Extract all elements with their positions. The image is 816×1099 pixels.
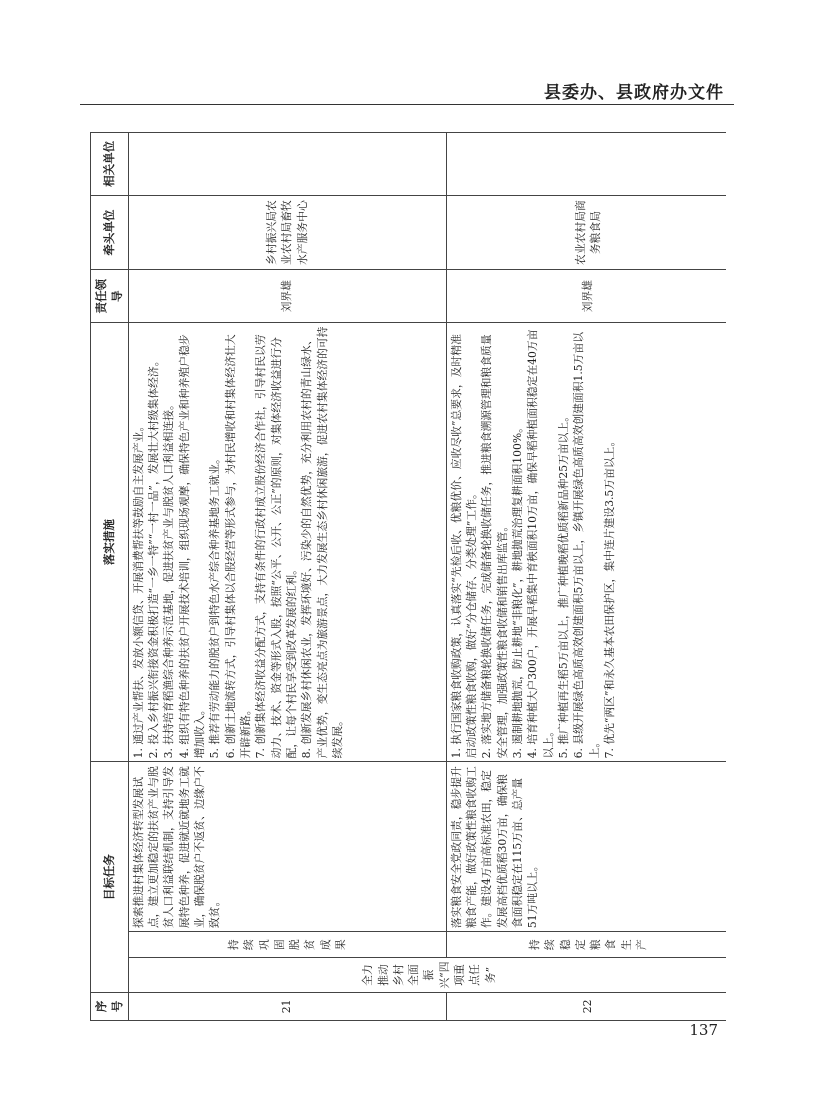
measure-item: 7. 创新集体经济收益分配方式，支持有条件的行政村成立股份经济合作社，引导村民以劳动力、技术、资金等形式入股，按照“公平、公开、公正”的原则，对集体经济收益进行分配，让每个村民享受到改革发展的红利。 xyxy=(254,334,298,759)
header-title: 县委办、县政府办文件 xyxy=(544,83,724,103)
rotated-table-container xyxy=(90,132,726,1021)
measure-item: 3. 遏制耕地抛荒，防止耕地“非粮化”，耕地抛荒治理复耕面积100%。 xyxy=(510,422,524,759)
measures-cell xyxy=(446,322,726,761)
header-lead: 责任领导 xyxy=(91,270,129,323)
subcategory-cell: 持续巩固脱贫成果 xyxy=(128,932,446,958)
task-table xyxy=(90,132,726,1021)
header-goal: 目标任务 xyxy=(91,762,129,992)
lead-cell: 刘界雄 xyxy=(446,270,726,323)
measure-item: 7. 优先“两区”和永久基本农田保护区，集中连片建设3.5万亩以上。 xyxy=(602,435,616,759)
measure-item: 2. 落实地方储备粮轮换收储任务，完成储备轮换收储任务，推进粮食溯源管理和粮食质量安全管理，加强政策性粮食收储和销售出库监管。 xyxy=(480,334,509,759)
header-measure: 落实措施 xyxy=(91,322,129,761)
header-rule xyxy=(80,104,734,105)
measure-item: 5. 推荐有劳动能力的脱贫户到特色水产综合种养基地务工就业。 xyxy=(208,453,222,759)
lead-cell: 刘界雄 xyxy=(128,270,446,323)
measure-item: 3. 扶持培育稻渔综合种养示范基地，促进扶贫产业与脱贫人口利益相连接。 xyxy=(162,399,176,759)
measure-item: 4. 组织有特色种养的扶贫户开展技术培训，组织现场观摩，确保特色产业和种养殖户稳步增加收入。 xyxy=(177,334,206,759)
head-unit-cell: 农业农村局商务粮食局 xyxy=(446,195,726,270)
goal-cell: 探索推进村集体经济转型发展试点，建立更加稳定的扶贫产业与脱贫人口利益联结机制，支持引导发展特色种养，促进就近就地务工就业，确保脱贫户不返贫、边缘户不致贫。 xyxy=(128,762,446,932)
goal-cell: 落实粮食安全党政同责，稳步提升粮食产能，做好政策性粮食收购工作。建设4万亩高标准农田，稳定发展高档优质稻30万亩，确保粮食面积稳定在115万亩、总产量51万吨以上。 xyxy=(446,762,726,932)
table-viewport xyxy=(90,132,726,1021)
related-unit-cell xyxy=(128,133,446,196)
related-unit-cell xyxy=(446,133,726,196)
table-row xyxy=(446,133,726,1021)
measure-item: 1. 执行国家粮食收购政策，认真落实“先检后收、优粮优价、应收尽收”总要求，及时精准启动政策性粮食收购，做好“分仓储存、分类处理”工作。 xyxy=(449,334,478,759)
subcategory-cell: 持续稳定粮食生产 xyxy=(446,932,726,958)
measure-item: 4. 培育种植大户300户，开展早稻集中育秧面积10万亩，确保早稻种植面积稳定在40万亩以上。 xyxy=(526,329,555,759)
row-number: 21 xyxy=(128,992,446,1020)
header-head-unit: 牵头单位 xyxy=(91,195,129,270)
header-no: 序号 xyxy=(91,992,129,1020)
measure-item: 6. 创新土地流转方式，引导村集体以合股经营等形式参与，为村民增收和村集体经济壮大开辟新路。 xyxy=(223,334,252,759)
head-unit-cell: 乡村振兴局农业农村局畜牧水产服务中心 xyxy=(128,195,446,270)
header-related-unit: 相关单位 xyxy=(91,133,129,196)
table-row xyxy=(128,133,446,1021)
measure-item: 8. 创新发展乡村休闲农业，发挥环境好、污染少的自然优势，充分利用农村的青山绿水、产业优势，变生态亮点为旅游景点，大力发展生态乡村休闲旅游，促进农村集体经济的可持续发展。 xyxy=(300,326,344,759)
measures-cell xyxy=(128,322,446,761)
measure-item: 6. 县级开展绿色高质高效创建面积5万亩以上，乡镇开展绿色高质高效创建面积1.5万亩以上。 xyxy=(572,331,601,759)
measure-item: 5. 推广种植再生稻5万亩以上，推广种植晚稻优质稻新品种25万亩以上。 xyxy=(556,410,570,759)
page-number: 137 xyxy=(689,1021,718,1039)
row-number: 22 xyxy=(446,992,726,1020)
category-cell: 全力推动乡村全面振兴“四项重点任务” xyxy=(128,958,726,992)
measure-item: 1. 通过产业帮扶、发放小额信贷、开展消费帮扶等鼓励自主发展产业。 xyxy=(131,420,145,759)
measure-item: 2. 投入乡村振兴衔接资金积极打造“一乡一特”“一村一品”，发展壮大村级集体经济。 xyxy=(146,355,160,759)
